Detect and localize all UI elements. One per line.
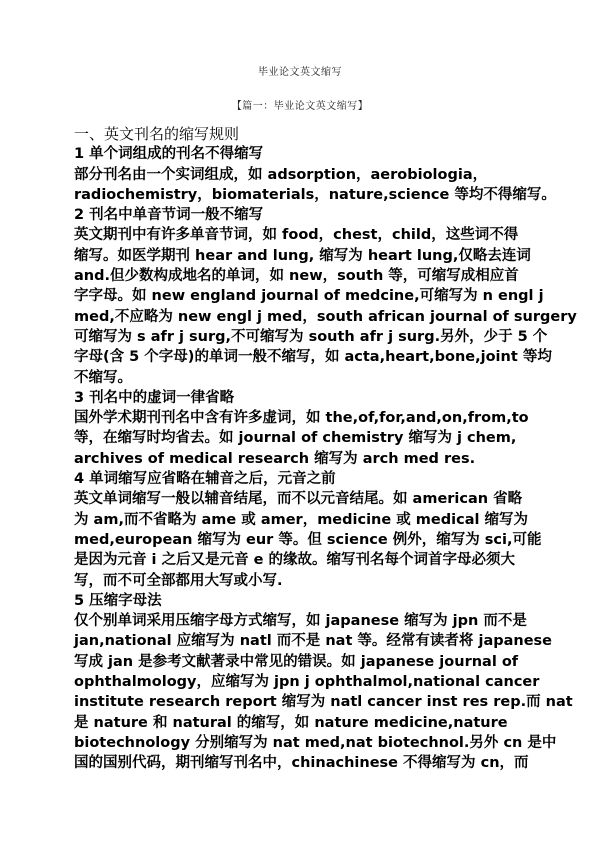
rule-heading: 1 单个词组成的刊名不得缩写 — [74, 146, 264, 163]
paragraph-line: 英文期刊中有许多单音节词，如 food，chest，child，这些词不得 — [74, 227, 519, 244]
paragraph-line: 是 nature 和 natural 的缩写，如 nature medicine,nature — [74, 714, 508, 731]
document-title: 毕业论文英文缩写 — [258, 67, 342, 78]
section-heading: 一、英文刊名的缩写规则 — [74, 125, 240, 143]
paragraph-line: med,european 缩写为 eur 等。但 science 例外，缩写为 sci,可能 — [74, 531, 542, 548]
document-body — [74, 124, 577, 774]
paragraph-line: ophthalmology，应缩写为 jpn j ophthalmol,national cancer — [74, 674, 540, 691]
paragraph-line: biotechnology 分别缩写为 nat med,nat biotechnol.另外 cn 是中 — [74, 734, 557, 751]
paragraph-line: 部分刊名由一个实词组成，如 adsorption，aerobiologia， — [74, 166, 488, 183]
document-subtitle: 【篇一：毕业论文英文缩写】 — [231, 101, 369, 112]
paragraph-line: 写成 jan 是参考文献著录中常见的错误。如 japanese journal of — [74, 653, 519, 670]
paragraph-line: 国的国别代码，期刊缩写刊名中，chinachinese 不得缩写为 cn，而 — [74, 755, 529, 772]
paragraph-line: and.但少数构成地名的单词，如 new，south 等，可缩写成相应首 — [74, 268, 519, 285]
paragraph-line: radiochemistry，biomaterials，nature,science 等均不得缩写。 — [74, 186, 556, 203]
paragraph-line: med,不应略为 new engl j med，south african journal of surgery — [74, 308, 577, 325]
paragraph-line: 字字母。如 new england journal of medcine,可缩写为 n engl j — [74, 288, 544, 305]
rule-heading: 5 压缩字母法 — [74, 592, 162, 609]
paragraph-line: 可缩写为 s afr j surg,不可缩写为 south afr j surg.另外，少于 5 个 — [74, 328, 548, 345]
paragraph-line: 国外学术期刊刊名中含有许多虚词，如 the,of,for,and,on,from,to — [74, 410, 529, 427]
paragraph-line: 缩写。如医学期刊 hear and lung, 缩写为 heart lung,仅略去连词 — [74, 247, 531, 264]
paragraph-line: 仅个别单词采用压缩字母方式缩写，如 japanese 缩写为 jpn 而不是 — [74, 613, 527, 630]
paragraph-line: 写，而不可全部都用大写或小写. — [74, 572, 283, 589]
paragraph-line: archives of medical research 缩写为 arch med res. — [74, 450, 476, 467]
paragraph-line: institute research report 缩写为 natl cancer inst res rep.而 nat — [74, 694, 573, 711]
paragraph-line: 字母(含 5 个字母)的单词一般不缩写，如 acta,heart,bone,joint 等均 — [74, 349, 552, 366]
rule-heading: 4 单词缩写应省略在辅音之后，元音之前 — [74, 471, 336, 488]
paragraph-line: 等，在缩写时均省去。如 journal of chemistry 缩写为 j chem, — [74, 430, 517, 447]
paragraph-line: 不缩写。 — [74, 369, 132, 386]
paragraph-line: 英文单词缩写一般以辅音结尾，而不以元音结尾。如 american 省略 — [74, 491, 523, 508]
rule-heading: 2 刊名中单音节词一般不缩写 — [74, 207, 264, 224]
rule-heading: 3 刊名中的虚词一律省略 — [74, 389, 235, 406]
paragraph-line: 为 am,而不省略为 ame 或 amer，medicine 或 medical 缩写为 — [74, 511, 529, 528]
paragraph-line: jan,national 应缩写为 natl 而不是 nat 等。经常有读者将 japanese — [74, 633, 553, 650]
paragraph-line: 是因为元音 i 之后又是元音 e 的缘故。缩写刊名每个词首字母必须大 — [74, 552, 515, 569]
